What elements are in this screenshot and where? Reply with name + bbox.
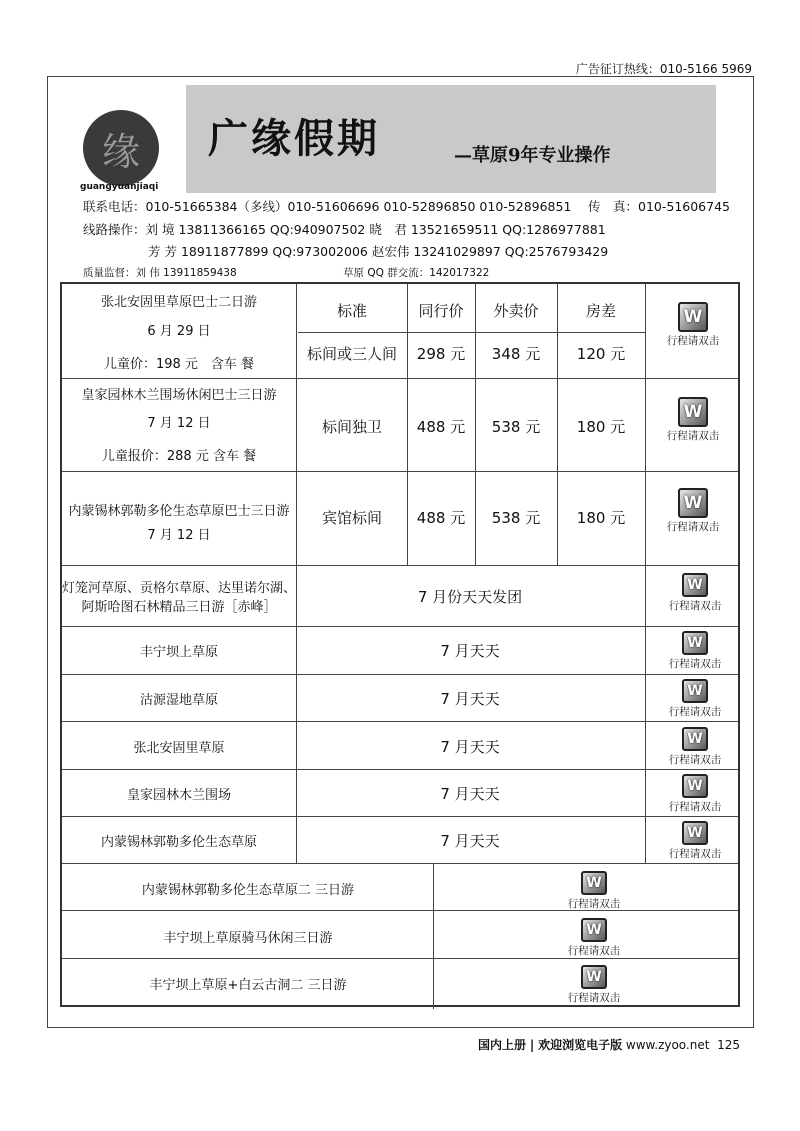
- itinerary-link[interactable]: [655, 774, 735, 814]
- word-document-icon[interactable]: W: [581, 918, 607, 942]
- header-retail-price: 外卖价: [493, 302, 539, 320]
- room-difference: 120 元: [576, 345, 626, 363]
- contact-fax: 传 真：010-51606745: [588, 199, 730, 214]
- itinerary-label: 行程请双击: [668, 848, 722, 860]
- room-difference: 180 元: [576, 509, 626, 527]
- word-document-icon[interactable]: W: [682, 821, 708, 845]
- footer-site-link[interactable]: www.zyoo.net: [625, 1038, 710, 1052]
- footer-separator: |: [529, 1038, 535, 1052]
- footer-section: 国内上册: [478, 1038, 527, 1052]
- col-divider: [296, 284, 297, 863]
- retail-price: 538 元: [491, 509, 541, 527]
- footer-browse: 欢迎浏览电子版: [538, 1038, 623, 1052]
- peer-price: 488 元: [416, 509, 466, 527]
- itinerary-link[interactable]: [655, 573, 735, 613]
- quality-supervisor: 质量监督：刘 伟 13911859438: [83, 267, 237, 279]
- itinerary-label: 行程请双击: [666, 430, 720, 442]
- row-divider: [62, 721, 738, 722]
- ad-hotline: 广告征订热线：010-5166 5969: [575, 62, 752, 76]
- daily-tour-name: 沽源湿地草原: [139, 693, 219, 708]
- brand-logo: [83, 110, 159, 186]
- header-divider: [298, 332, 645, 333]
- tour-date: 6 月 29 日: [147, 324, 211, 339]
- child-price: 儿童价：198 元 含车 餐: [103, 357, 255, 372]
- peer-price: 298 元: [416, 345, 466, 363]
- brand-name: 广缘假期: [208, 115, 380, 162]
- itinerary-label: 行程请双击: [668, 754, 722, 766]
- itinerary-link[interactable]: [653, 488, 733, 534]
- room-standard: 标间独卫: [321, 418, 383, 436]
- header-standard: 标准: [336, 302, 368, 320]
- word-document-icon[interactable]: W: [682, 631, 708, 655]
- header-peer-price: 同行价: [418, 302, 464, 320]
- logo-caption: guangyuanjiaqi: [80, 182, 159, 192]
- row-divider: [62, 471, 738, 472]
- daily-tour-name: 皇家园林木兰围场: [126, 788, 232, 803]
- col-divider: [433, 863, 434, 1009]
- tour-name: 皇家园林木兰围场休闲巴士三日游: [81, 388, 277, 403]
- col-divider: [557, 284, 558, 565]
- tour-name: 丰宁坝上草原+白云古洞二 三日游: [149, 978, 347, 993]
- contact-operators-1: 线路操作：刘 境 13811366165 QQ:940907502 晓 君 13521659511 QQ:1286977881: [83, 222, 606, 237]
- itinerary-label: 行程请双击: [668, 658, 722, 670]
- word-document-icon[interactable]: W: [682, 573, 708, 597]
- itinerary-link[interactable]: [655, 631, 735, 671]
- daily-schedule: 7 月天天: [440, 690, 500, 708]
- word-document-icon[interactable]: W: [581, 965, 607, 989]
- word-document-icon[interactable]: W: [678, 302, 708, 332]
- room-standard: 宾馆标间: [321, 509, 383, 527]
- itinerary-label: 行程请双击: [668, 801, 722, 813]
- row-divider: [62, 378, 738, 379]
- row-divider: [62, 958, 738, 959]
- room-difference: 180 元: [576, 418, 626, 436]
- row-divider: [62, 863, 738, 864]
- tour-name: 丰宁坝上草原骑马休闲三日游: [163, 931, 333, 946]
- word-document-icon[interactable]: W: [682, 679, 708, 703]
- daily-tour-name-line2: 阿斯哈图石林精品三日游［赤峰］: [81, 600, 277, 615]
- tour-date: 7 月 12 日: [147, 528, 211, 543]
- daily-schedule: 7 月天天: [440, 785, 500, 803]
- itinerary-link[interactable]: [655, 679, 735, 719]
- row-divider: [62, 769, 738, 770]
- itinerary-link[interactable]: [554, 965, 634, 1005]
- tour-name: 内蒙锡林郭勒多伦生态草原巴士三日游: [68, 504, 290, 519]
- itinerary-label: 行程请双击: [666, 335, 720, 347]
- word-document-icon[interactable]: W: [682, 774, 708, 798]
- brand-banner: [186, 85, 716, 193]
- tour-date: 7 月 12 日: [147, 416, 211, 431]
- header-room-diff: 房差: [585, 302, 617, 320]
- contact-operators-2: 芳 芳 18911877899 QQ:973002006 赵宏伟 13241029897 QQ:2576793429: [148, 244, 609, 259]
- itinerary-label: 行程请双击: [567, 992, 621, 1004]
- room-standard: 标间或三人间: [306, 345, 398, 363]
- page-number: 125: [717, 1038, 740, 1052]
- row-divider: [62, 674, 738, 675]
- tour-name: 内蒙锡林郭勒多伦生态草原二 三日游: [141, 883, 355, 898]
- row-divider: [62, 816, 738, 817]
- daily-tour-name: 内蒙锡林郭勒多伦生态草原: [100, 835, 258, 850]
- word-document-icon[interactable]: W: [682, 727, 708, 751]
- daily-tour-name: 灯笼河草原、贡格尔草原、达里诺尔湖、: [61, 581, 297, 596]
- itinerary-label: 行程请双击: [567, 898, 621, 910]
- retail-price: 348 元: [491, 345, 541, 363]
- tour-name: 张北安固里草原巴士二日游: [100, 295, 258, 310]
- itinerary-link[interactable]: [554, 918, 634, 958]
- contact-phone: 联系电话：010-51665384（多线）010-51606696 010-52896850 010-52896851: [83, 199, 572, 214]
- itinerary-label: 行程请双击: [668, 600, 722, 612]
- col-divider: [407, 284, 408, 565]
- child-price: 儿童报价：288 元 含车 餐: [101, 449, 257, 464]
- row-divider: [62, 626, 738, 627]
- tour-table: [60, 282, 740, 1007]
- itinerary-link[interactable]: [655, 821, 735, 861]
- daily-schedule: 7 月天天: [440, 738, 500, 756]
- col-divider: [645, 284, 646, 863]
- col-divider: [475, 284, 476, 565]
- itinerary-link[interactable]: [653, 302, 733, 348]
- row-divider: [62, 910, 738, 911]
- itinerary-link[interactable]: [653, 397, 733, 443]
- retail-price: 538 元: [491, 418, 541, 436]
- itinerary-label: 行程请双击: [668, 706, 722, 718]
- word-document-icon[interactable]: W: [581, 871, 607, 895]
- qq-group: 草原 QQ 群交流：142017322: [343, 267, 490, 279]
- itinerary-label: 行程请双击: [567, 945, 621, 957]
- daily-tour-name: 丰宁坝上草原: [139, 645, 219, 660]
- daily-tour-name: 张北安固里草原: [133, 741, 225, 756]
- word-document-icon[interactable]: W: [678, 397, 708, 427]
- itinerary-link[interactable]: [655, 727, 735, 767]
- daily-schedule: 7 月份天天发团: [417, 588, 523, 606]
- word-document-icon[interactable]: W: [678, 488, 708, 518]
- itinerary-link[interactable]: [554, 871, 634, 911]
- itinerary-label: 行程请双击: [666, 521, 720, 533]
- brand-tagline: —草原9年专业操作: [454, 145, 611, 166]
- peer-price: 488 元: [416, 418, 466, 436]
- row-divider: [62, 565, 738, 566]
- daily-schedule: 7 月天天: [440, 832, 500, 850]
- page-footer: [478, 1036, 740, 1053]
- daily-schedule: 7 月天天: [440, 642, 500, 660]
- logo-character: 缘: [101, 129, 140, 174]
